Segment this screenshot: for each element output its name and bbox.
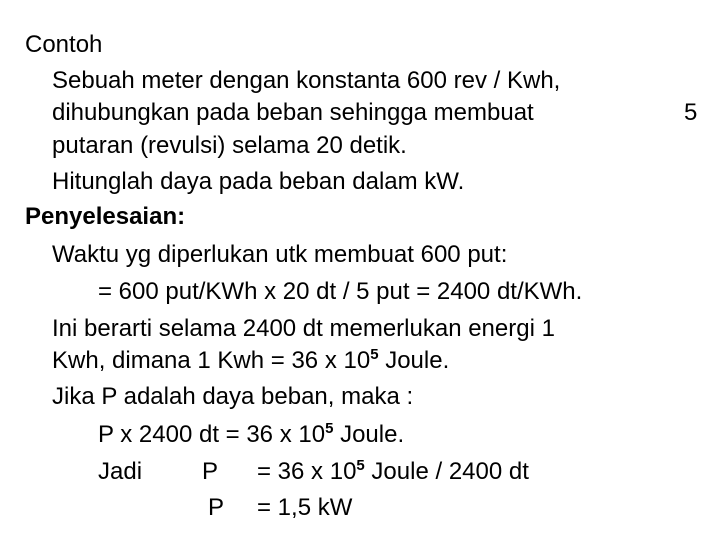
solution-line-7 bbox=[257, 457, 529, 485]
exponent: 5 bbox=[325, 420, 334, 437]
solution-line-6-text: P x 2400 dt = 36 x 10 bbox=[98, 421, 326, 448]
solution-line-1: Waktu yg diperlukan utk membuat 600 put: bbox=[52, 241, 508, 268]
solution-line-5: Jika P adalah daya beban, maka : bbox=[52, 383, 414, 410]
solution-heading: Penyelesaian: bbox=[25, 203, 186, 230]
solution-line-7-p: P bbox=[202, 458, 219, 485]
problem-line-4: Hitunglah daya pada beban dalam kW. bbox=[52, 168, 465, 195]
solution-line-7-text: = 36 x 10 bbox=[257, 458, 357, 485]
solution-line-3: Ini berarti selama 2400 dt memerlukan energi 1 bbox=[52, 315, 555, 342]
solution-line-7-jadi: Jadi bbox=[98, 458, 143, 485]
exponent: 5 bbox=[370, 346, 379, 363]
problem-line-1: Sebuah meter dengan konstanta 600 rev / Kwh, bbox=[52, 67, 561, 94]
problem-line-2: dihubungkan pada beban sehingga membuat bbox=[52, 99, 534, 126]
solution-line-4-text: Kwh, dimana 1 Kwh = 36 x 10 bbox=[52, 347, 371, 374]
slide-title: Contoh bbox=[25, 31, 103, 58]
solution-line-4-unit: Joule. bbox=[378, 347, 450, 374]
solution-line-6 bbox=[98, 420, 405, 448]
solution-line-6-unit: Joule. bbox=[333, 421, 405, 448]
exponent: 5 bbox=[356, 457, 365, 474]
page-number: 5 bbox=[684, 99, 698, 126]
solution-line-4 bbox=[52, 346, 450, 374]
solution-line-7-unit: Joule / 2400 dt bbox=[364, 458, 529, 485]
solution-line-8-result: = 1,5 kW bbox=[257, 494, 353, 521]
solution-line-2: = 600 put/KWh x 20 dt / 5 put = 2400 dt/KWh. bbox=[98, 278, 583, 305]
problem-line-3: putaran (revulsi) selama 20 detik. bbox=[52, 132, 407, 159]
solution-line-8-p: P bbox=[208, 494, 225, 521]
